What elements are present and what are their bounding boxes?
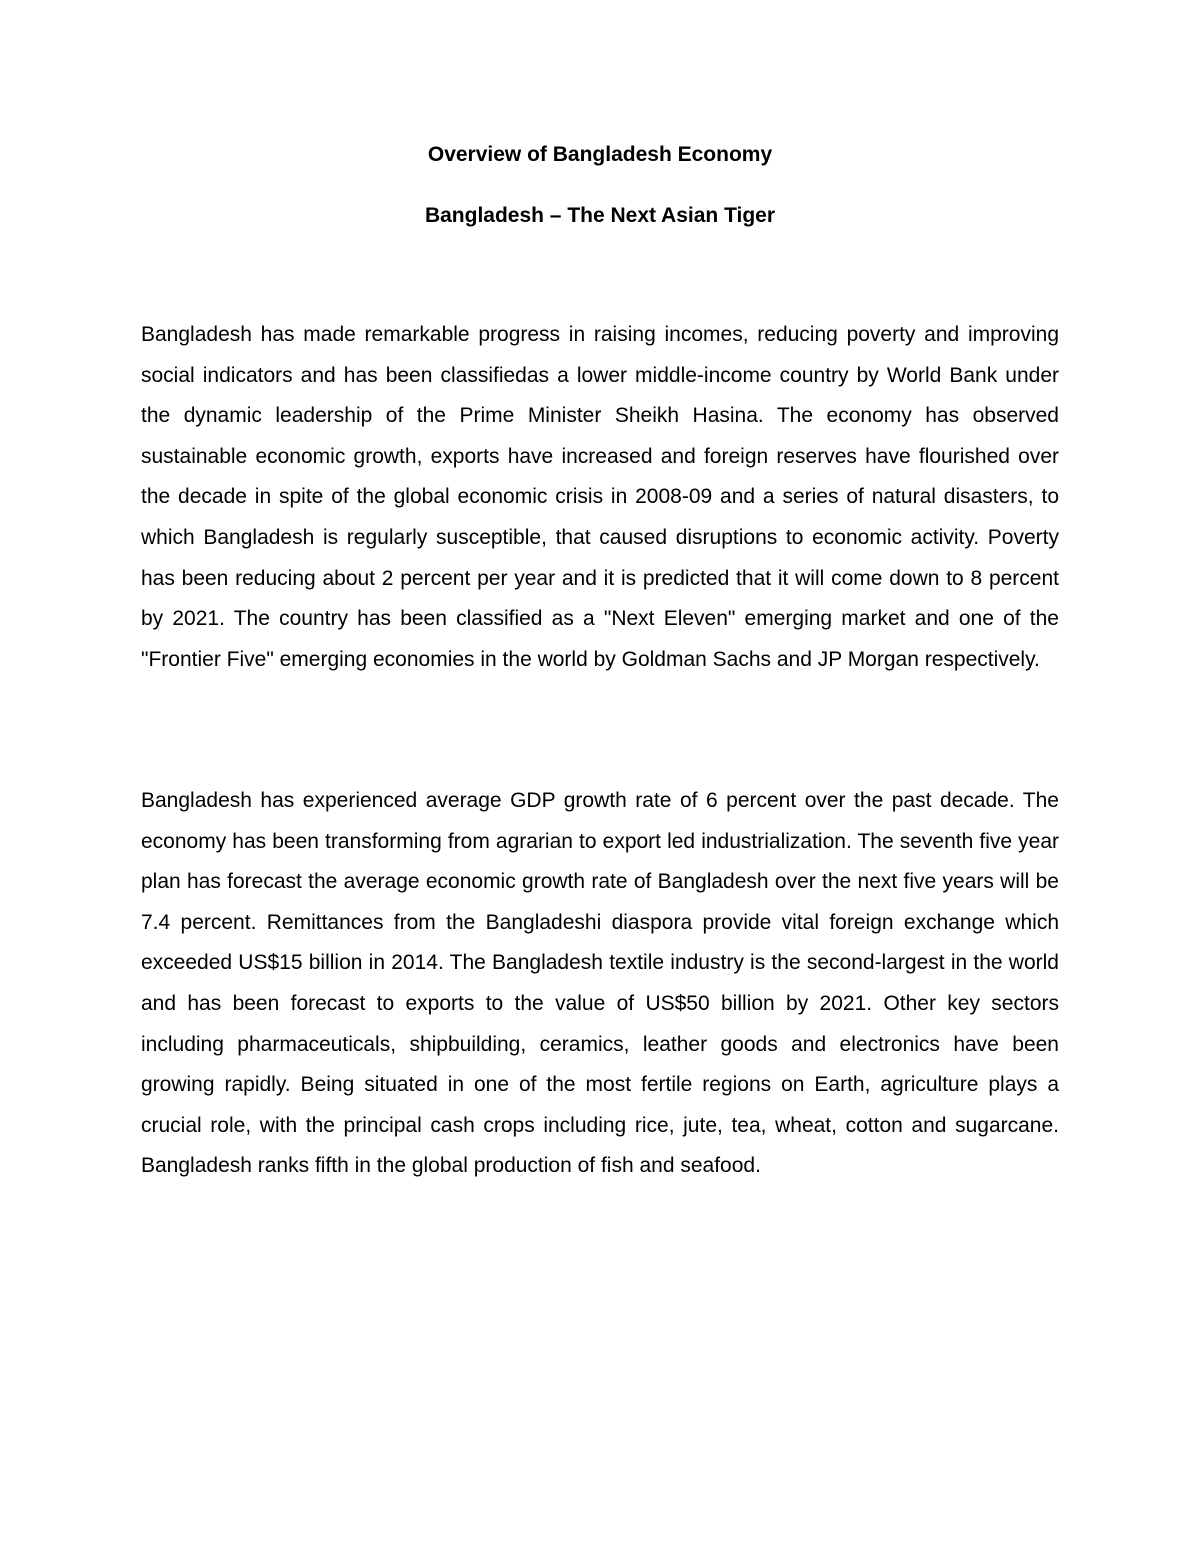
- page-title: Overview of Bangladesh Economy: [427, 143, 773, 166]
- body-paragraph-2: Bangladesh has experienced average GDP growth rate of 6 percent over the past decade. The economy has been transforming from agrarian to export led industrialization. The seventh five year plan has forecast the average economic growth rate of Bangladesh over the next five years will be 7.4 percent. Remittances from the Bangladeshi diaspora provide vital foreign exchange which exceeded US$15 billion in 2014. The Bangladesh textile industry is the second-largest in the world and has been forecast to exports to the value of US$50 billion by 2021. Other key sectors including pharmaceuticals, shipbuilding, ceramics, leather goods and electronics have been growing rapidly. Being situated in one of the most fertile regions on Earth, agriculture plays a crucial role, with the principal cash crops including rice, jute, tea, wheat, cotton and sugarcane. Bangladesh ranks fifth in the global production of fish and seafood.: [141, 789, 1059, 1178]
- body-paragraph-1: Bangladesh has made remarkable progress in raising incomes, reducing poverty and improving social indicators and has been classifiedas a lower middle-income country by World Bank under the dynamic leadership of the Prime Minister Sheikh Hasina. The economy has observed sustainable economic growth, exports have increased and foreign reserves have flourished over the decade in spite of the global economic crisis in 2008-09 and a series of natural disasters, to which Bangladesh is regularly susceptible, that caused disruptions to economic activity. Poverty has been reducing about 2 percent per year and it is predicted that it will come down to 8 percent by 2021. The country has been classified as a "Next Eleven" emerging market and one of the "Frontier Five" emerging economies in the world by Goldman Sachs and JP Morgan respectively.: [141, 323, 1059, 671]
- page-subtitle: Bangladesh – The Next Asian Tiger: [424, 204, 776, 227]
